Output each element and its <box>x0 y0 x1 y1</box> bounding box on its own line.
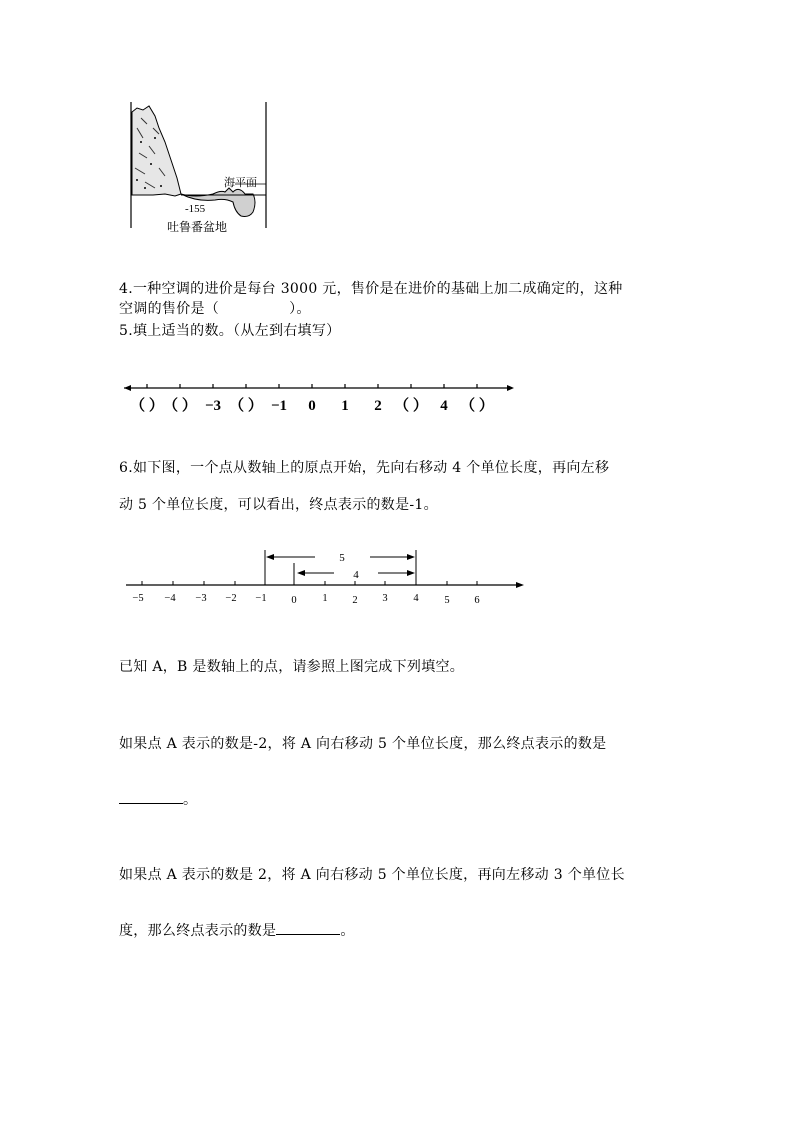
sub2-line2-suffix: 。 <box>340 923 355 939</box>
q5-text: 5.填上适当的数。（从左到右填写） <box>119 323 341 339</box>
sea-level-label: 海平面 <box>224 177 257 189</box>
sub2-line1: 如果点 A 表示的数是 2，将 A 向右移动 5 个单位长度，再向左移动 3 个单位长 <box>119 867 625 883</box>
sub2-line2-prefix: 度，那么终点表示的数是 <box>119 923 277 939</box>
sub2-answer-blank[interactable] <box>276 922 340 935</box>
axis-label-0: −5 <box>132 593 144 604</box>
sub1-line1: 如果点 A 表示的数是-2，将 A 向右移动 5 个单位长度，那么终点表示的数是 <box>119 736 607 752</box>
q5-number-line <box>120 376 520 416</box>
axis-label-5: 0 <box>291 595 297 606</box>
q4-line1: 4.一种空调的进价是每台 3000 元，售价是在进价的基础上加二成确定的，这种 <box>119 281 623 297</box>
q5-label-9: 4 <box>440 398 448 414</box>
sub1-answer-blank[interactable] <box>119 791 183 804</box>
axis-label-7: 2 <box>352 595 358 606</box>
arrow-label-4: 4 <box>353 569 359 581</box>
sub1-line2 <box>119 789 197 809</box>
turpan-basin-figure <box>125 98 275 238</box>
sub2-line2 <box>119 920 355 940</box>
axis-label-10: 5 <box>444 595 450 606</box>
q5-ticks <box>147 384 477 388</box>
axis-label-11: 6 <box>474 595 480 606</box>
q6-line1: 6.如下图，一个点从数轴上的原点开始，先向右移动 4 个单位长度，再向左移 <box>119 460 610 476</box>
q5-label-2: −3 <box>204 398 222 414</box>
q5-label-6: 1 <box>341 398 349 414</box>
depth-label: -155 <box>185 203 206 215</box>
intro-text: 已知 A，B 是数轴上的点，请参照上图完成下列填空。 <box>119 659 465 675</box>
axis-label-9: 4 <box>413 593 419 604</box>
q4-line2 <box>119 298 311 318</box>
q6-number-line-figure <box>120 545 530 610</box>
place-label: 吐鲁番盆地 <box>167 220 228 234</box>
axis-label-1: −4 <box>164 593 176 604</box>
q5-label-0[interactable]: （ ） <box>130 398 164 414</box>
axis-label-8: 3 <box>382 593 388 604</box>
q5-label-7: 2 <box>374 398 382 414</box>
q5-label-8[interactable]: （ ） <box>394 398 428 414</box>
axis-label-4: −1 <box>255 593 267 604</box>
axis-label-6: 1 <box>322 593 328 604</box>
q6-line2: 动 5 个单位长度，可以看出，终点表示的数是-1。 <box>119 497 438 513</box>
q5-label-10[interactable]: （ ） <box>460 398 494 414</box>
arrow-label-5: 5 <box>339 552 345 564</box>
q5-label-3[interactable]: （ ） <box>229 398 263 414</box>
q4-line2-suffix: ）。 <box>289 301 311 317</box>
q4-line2-prefix: 空调的售价是（ <box>119 301 220 317</box>
axis-label-2: −3 <box>195 593 207 604</box>
q5-label-1[interactable]: （ ） <box>163 398 197 414</box>
sub1-line2-suffix: 。 <box>183 792 198 808</box>
axis-label-3: −2 <box>225 593 237 604</box>
q5-label-4: −1 <box>270 398 288 414</box>
q5-label-5: 0 <box>308 398 316 414</box>
